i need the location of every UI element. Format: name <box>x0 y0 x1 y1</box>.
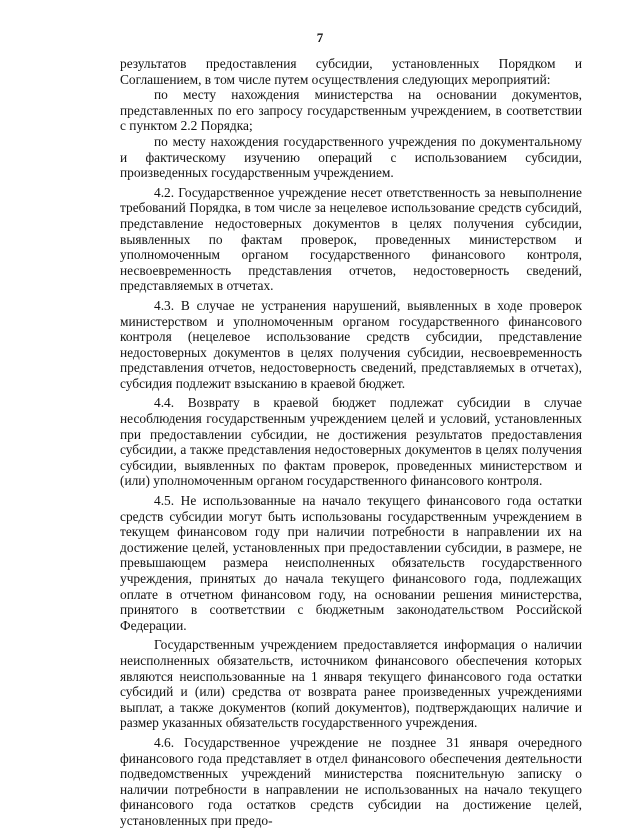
paragraph-continuation: результатов предоставления субсидии, установленных Порядком и Соглашением, в том числе путем осуществления следующих мероприятий: <box>120 56 582 87</box>
paragraph-4-2: 4.2. Государственное учреждение несет ответственность за невыполнение требований Порядка, в том числе за нецелевое использование средств субсидий, представление недостоверных документов в целях получения субсидии, выявленных по фактам проверок, проведенных министерством и уполномоченным органом государственного финансового контроля, несвоевременность представления отчетов, недостоверность сведений, представляемых в отчетах. <box>120 184 582 294</box>
paragraph-4-3: 4.3. В случае не устранения нарушений, выявленных в ходе проверок министерством и уполномоченным органом государственного финансового контроля (нецелевое использование средств субсидии, представление недостоверных документов в целях получения субсидии, несвоевременность представления отчетов, недостоверность сведений, представляемых в отчетах), субсидия подлежит взысканию в краевой бюджет. <box>120 297 582 391</box>
paragraph-4-6: 4.6. Государственное учреждение не позднее 31 января очередного финансового года представляет в отдел финансового обеспечения деятельности подведомственных учреждений министерства пояснительную записку о наличии потребности в направлении не использованных на начало текущего финансового года остатков средств субсидии на достижение целей, установленных при предо- <box>120 734 582 828</box>
paragraph-institution-location: по месту нахождения государственного учреждения по документальному и фактическому изучению операций с использованием субсидии, произведенных государственным учреждением. <box>120 133 582 181</box>
paragraph-ministry-location: по месту нахождения министерства на основании документов, представленных по его запросу государственным учреждением, в соответствии с пунктом 2.2 Порядка; <box>120 87 582 134</box>
document-body <box>120 56 582 829</box>
paragraph-obligations-info: Государственным учреждением предоставляется информация о наличии неисполненных обязательств, источником финансового обеспечения которых являются неиспользованные на 1 января текущего финансового года остатки субсидий и (или) средства от возврата ранее произведенных учреждениями выплат, а также документов (копий документов), подтверждающих наличие и размер указанных обязательств государственного учреждения. <box>120 637 582 731</box>
page-number: 7 <box>316 30 324 45</box>
paragraph-4-4: 4.4. Возврату в краевой бюджет подлежат субсидии в случае несоблюдения государственным учреждением целей и условий, установленных при предоставлении субсидии, не достижения результатов предоставления субсидии, а также представления недостоверных документов в целях получения субсидии, выявленных по фактам проверок, проведенных министерством и (или) уполномоченным органом государственного финансового контроля. <box>120 395 582 489</box>
paragraph-4-5: 4.5. Не использованные на начало текущего финансового года остатки средств субсидии могут быть использованы государственным учреждением в текущем финансовом году при наличии потребности в направлении их на достижение целей, установленных при предоставлении субсидии, в размере, не превышающем размера неисполненных обязательств государственного учреждения, принятых до начала текущего финансового года, подлежащих оплате в отчетном финансовом году, на основании решения министерства, принятого в соответствии с бюджетным законодательством Российской Федерации. <box>120 493 582 633</box>
